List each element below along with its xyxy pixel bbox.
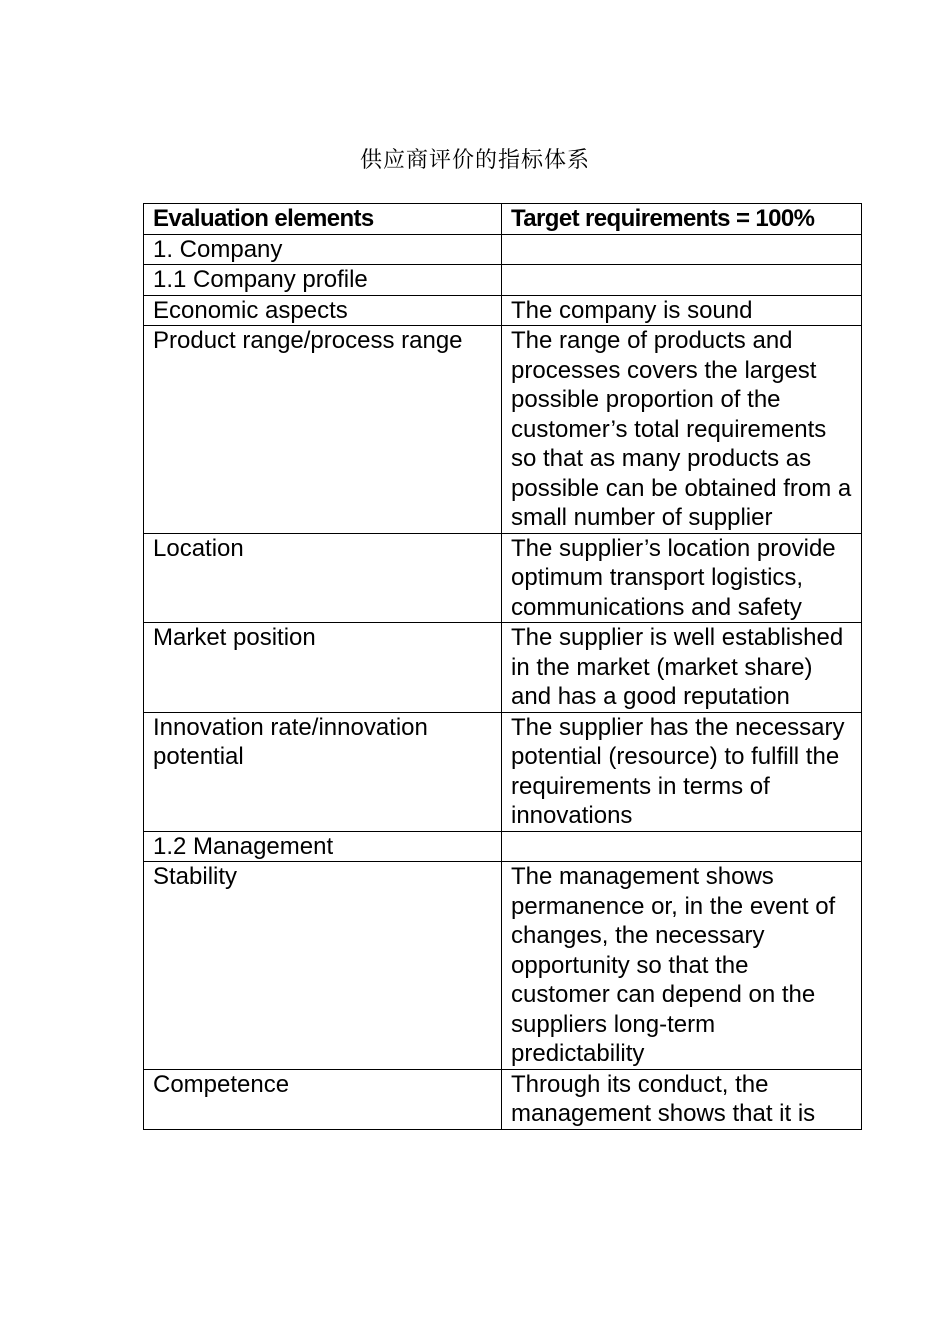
table-row [144,712,862,831]
element-cell: 1. Company [144,234,502,265]
table-row [144,295,862,326]
target-cell: The company is sound [502,295,862,326]
target-cell [502,265,862,296]
table-row [144,533,862,623]
page-title: 供应商评价的指标体系 [359,148,590,173]
element-cell: Competence [144,1069,502,1129]
table-row [144,623,862,713]
target-cell: The supplier’s location provide optimum transport logistics, communications and safety [502,533,862,623]
header-evaluation-elements: Evaluation elements [144,204,502,235]
evaluation-table [143,203,862,1130]
table-row [144,265,862,296]
element-cell: 1.1 Company profile [144,265,502,296]
table-header-row [144,204,862,235]
target-cell: The management shows permanence or, in the event of changes, the necessary opportunity so that the customer can depend on the suppliers long-term predictability [502,862,862,1070]
element-cell: Location [144,533,502,623]
element-cell: Economic aspects [144,295,502,326]
target-cell: Through its conduct, the management shows that it is [502,1069,862,1129]
element-cell: Innovation rate/innovation potential [144,712,502,831]
target-cell: The supplier is well established in the market (market share) and has a good reputation [502,623,862,713]
table-row [144,326,862,534]
table-row [144,831,862,862]
target-cell: The range of products and processes covers the largest possible proportion of the customer’s total requirements so that as many products as possible can be obtained from a small number of supplier [502,326,862,534]
element-cell: Product range/process range [144,326,502,534]
table-row [144,862,862,1070]
table-row [144,1069,862,1129]
target-cell [502,831,862,862]
element-cell: Stability [144,862,502,1070]
header-target-requirements: Target requirements = 100% [502,204,862,235]
element-cell: Market position [144,623,502,713]
table-row [144,234,862,265]
target-cell: The supplier has the necessary potential (resource) to fulfill the requirements in terms of innovations [502,712,862,831]
target-cell [502,234,862,265]
element-cell: 1.2 Management [144,831,502,862]
